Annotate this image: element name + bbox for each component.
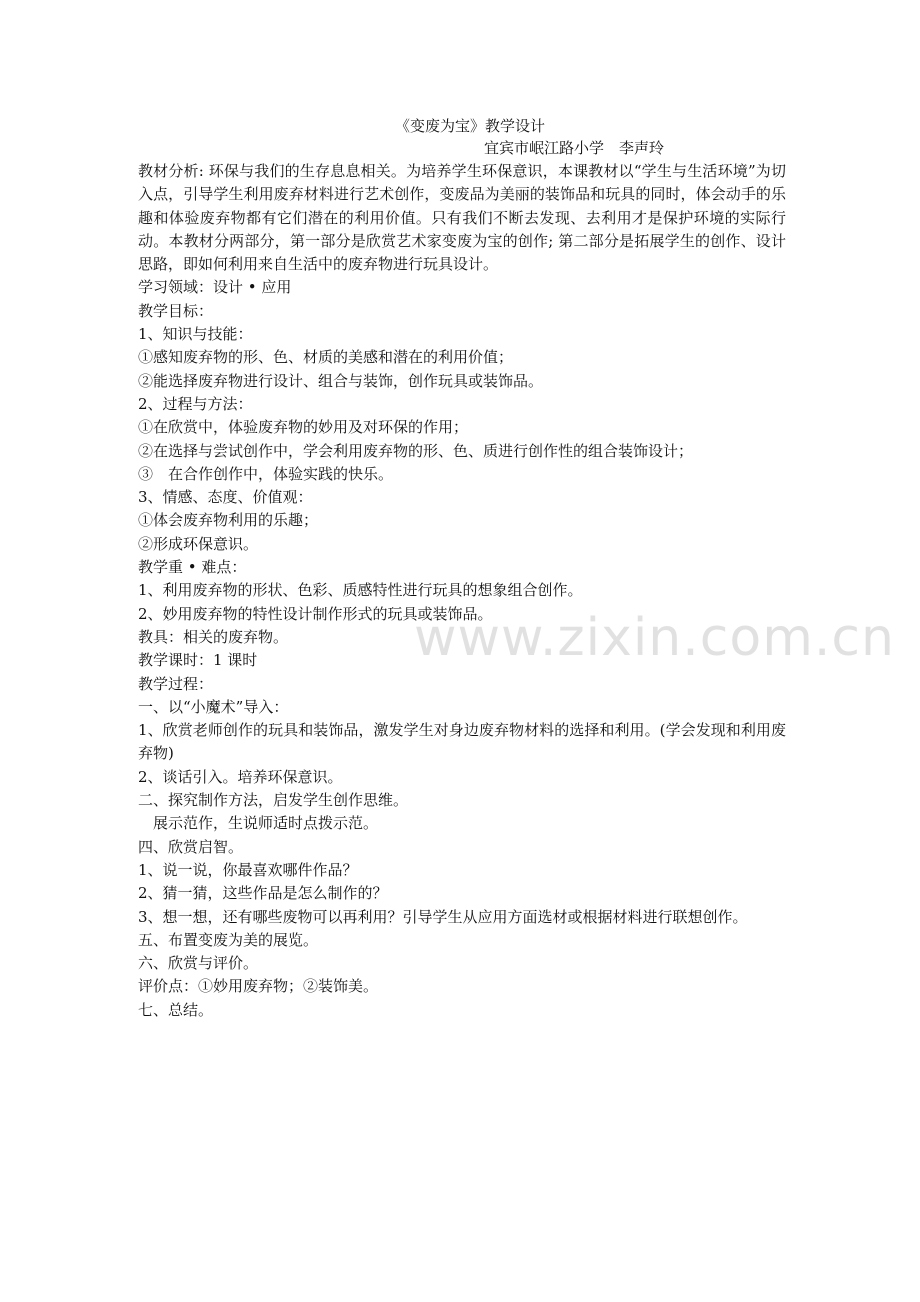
list-item: ①体会废弃物利用的乐趣；: [138, 511, 319, 530]
list-item: 3、情感、态度、价值观：: [138, 488, 313, 507]
list-item: ②在选择与尝试创作中，学会利用废弃物的形、色、质进行创作性的组合装饰设计；: [138, 441, 694, 460]
list-item: 1、说一说，你最喜欢哪件作品？: [138, 860, 358, 879]
section-heading: 七、总结。: [138, 1000, 214, 1019]
paragraph-class-hours: 教学课时：1 课时: [138, 651, 258, 670]
heading-teaching-goals: 教学目标：: [138, 301, 214, 320]
section-heading: 六、欣赏与评价。: [138, 954, 259, 973]
author-byline: 宜宾市岷江路小学 李声玲: [484, 139, 665, 157]
list-item: 2、妙用废弃物的特性设计制作形式的玩具或装饰品。: [138, 604, 493, 623]
list-item: 1、欣赏老师创作的玩具和装饰品，激发学生对身边废弃物材料的选择和利用。(学会发现和利用废弃物): [138, 721, 786, 763]
list-item: ②能选择废弃物进行设计、组合与装饰，创作玩具或装饰品。: [138, 371, 544, 390]
list-item: ②形成环保意识。: [138, 534, 259, 553]
heading-teaching-process: 教学过程：: [138, 674, 214, 693]
list-item: 2、猜一猜，这些作品是怎么制作的？: [138, 884, 388, 903]
section-heading: 五、布置变废为美的展览。: [138, 930, 319, 949]
paragraph-teaching-aids: 教具：相关的废弃物。: [138, 627, 289, 646]
list-item: 1、知识与技能：: [138, 325, 253, 344]
section-heading: 一、以“小魔术”导入：: [138, 697, 289, 716]
heading-key-points: 教学重 • 难点：: [138, 558, 247, 577]
list-item: 1、利用废弃物的形状、色彩、质感特性进行玩具的想象组合创作。: [138, 581, 583, 600]
document-body: [138, 160, 786, 1022]
watermark: www.zixin.com.cn: [414, 608, 895, 668]
list-item: ①在欣赏中，体验废弃物的妙用及对环保的作用；: [138, 418, 469, 437]
document-title: 《变废为宝》教学设计: [394, 117, 545, 135]
paragraph-textbook-analysis: 教材分析: 环保与我们的生存息息相关。为培养学生环保意识，本课教材以“学生与生活环境”为切入点，引导学生利用废弃材料进行艺术创作，变废品为美丽的装饰品和玩具的同时，体会动手的乐趣和体验废弃物都有它们潜在的利用价值。只有我们不断去发现、去利用才是保护环境的实际行动。本教材分两部分，第一部分是欣赏艺术家变废为宝的创作; 第二部分是拓展学生的创作、设计思路，即如何利用来自生活中的废弃物进行玩具设计。: [138, 162, 786, 274]
list-item: 3、想一想，还有哪些废物可以再利用？引导学生从应用方面选材或根据材料进行联想创作。: [138, 907, 748, 926]
list-item: 2、过程与方法：: [138, 394, 253, 413]
list-item: 2、谈话引入。培养环保意识。: [138, 767, 343, 786]
section-heading: 二、探究制作方法，启发学生创作思维。: [138, 791, 409, 810]
paragraph-learning-area: 学习领域：设计 • 应用: [138, 278, 292, 297]
list-item: ①感知废弃物的形、色、材质的美感和潜在的利用价值；: [138, 348, 514, 367]
section-heading: 四、欣赏启智。: [138, 837, 244, 856]
list-item: ③ 在合作创作中，体验实践的快乐。: [138, 464, 394, 483]
list-item: 展示范作，生说师适时点拨示范。: [138, 814, 379, 833]
list-item: 评价点：①妙用废弃物；②装饰美。: [138, 977, 379, 996]
